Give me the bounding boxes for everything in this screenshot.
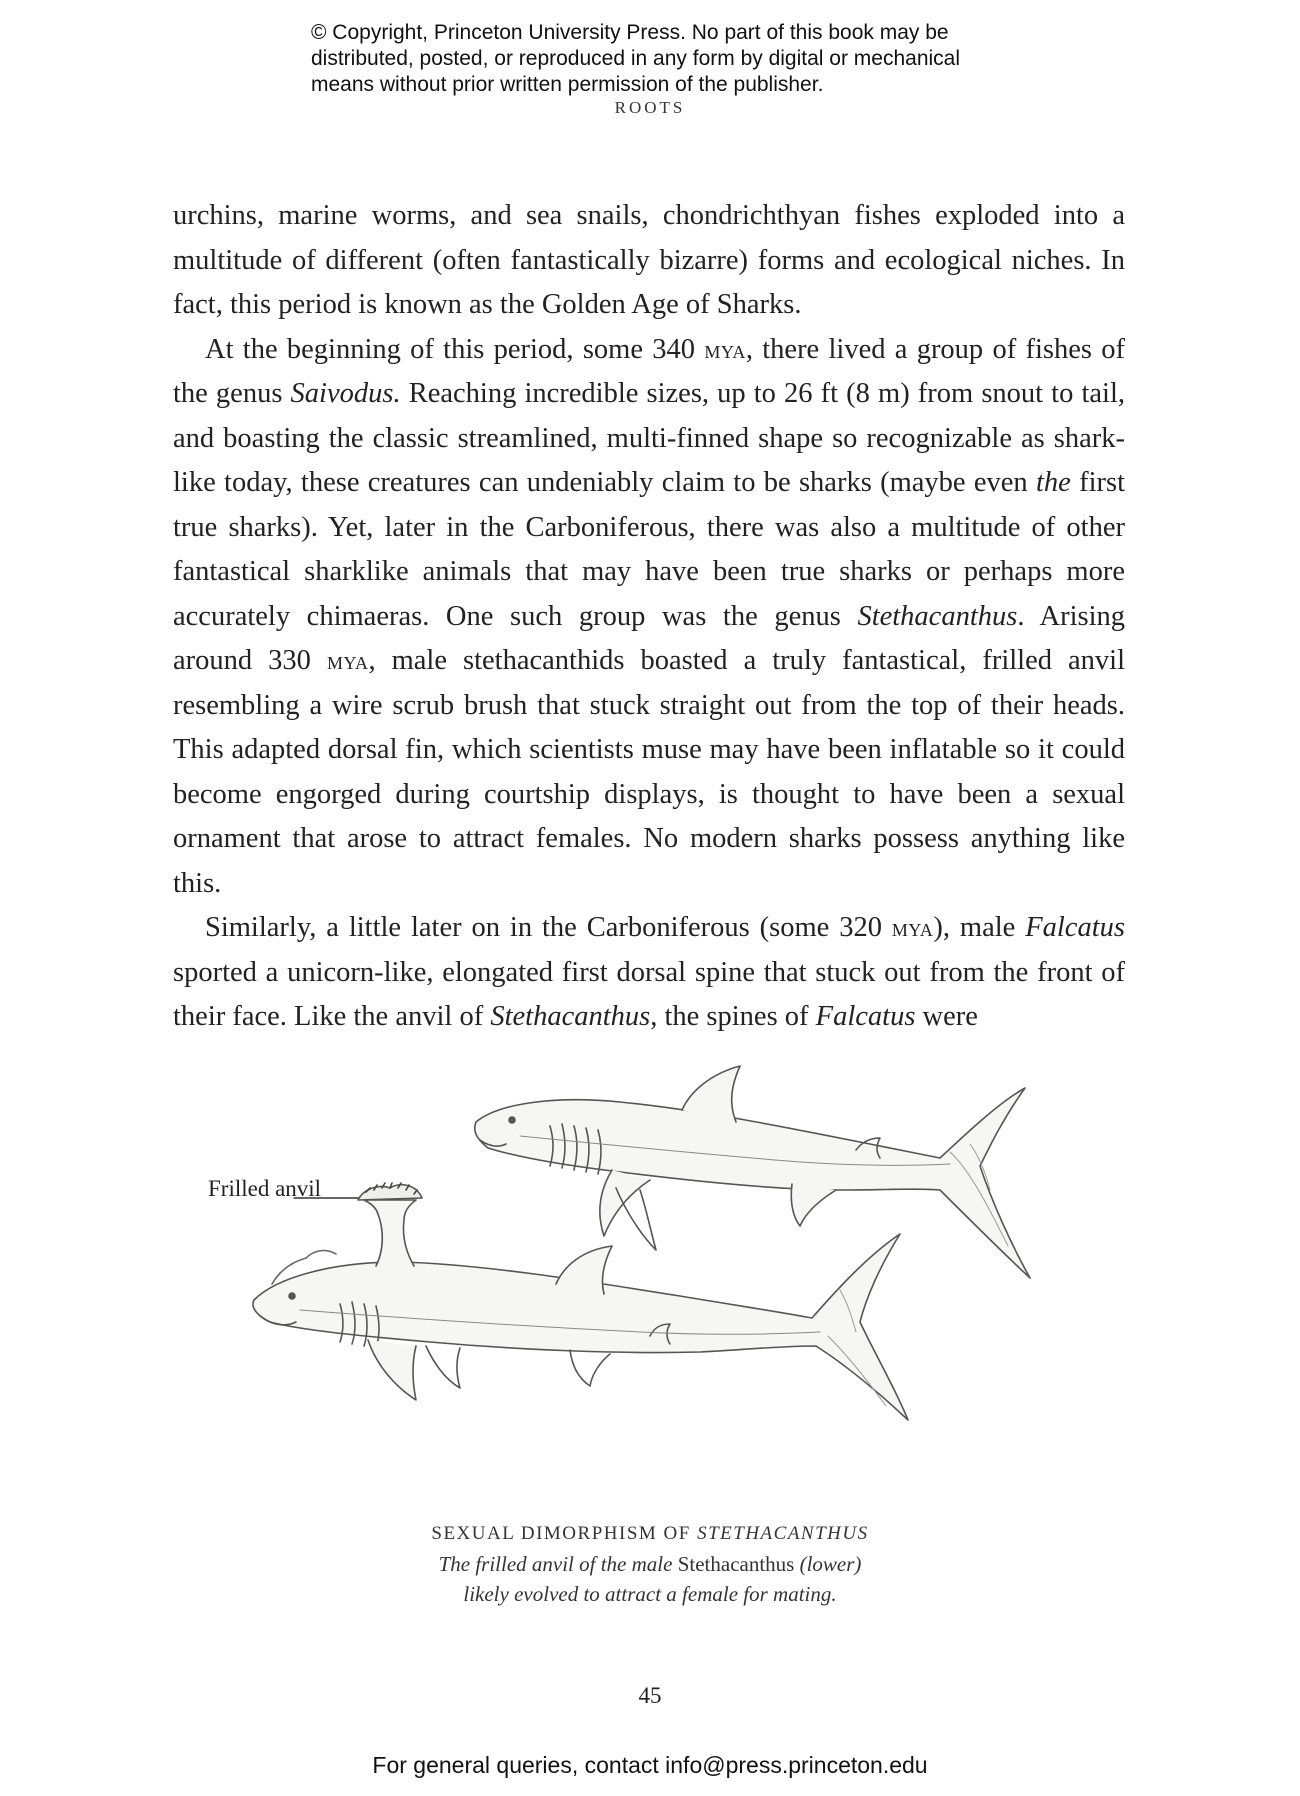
caption-line-2: likely evolved to attract a female for mating. (463, 1582, 837, 1606)
male-shark-drawing (253, 1183, 908, 1420)
paragraph-1: urchins, marine worms, and sea snails, chondrichthyan fishes exploded into a multitude of different (often fantastically bizarre) forms and ecological niches. In fact, this period is known as the Golden Age of Sharks. (173, 200, 1125, 320)
paragraph-2: At the beginning of this period, some 340 mya, there lived a group of fishes of the genus Saivodus. Reaching incredible sizes, up to 26 ft (8 m) from snout to tail, and boasting the classic streamlined, multi-finned shape so recognizable as shark-like today, these creatures can undeniably claim to be sharks (maybe even the first true sharks). Yet, later in the Carboniferous, there was also a multitude of other fantastical sharklike animals that may have been true sharks or perhaps more accurately chimaeras. One such group was the genus Stethacanthus. Arising around 330 mya, male stethacanthids boasted a truly fantastical, frilled anvil resembling a wire scrub brush that stuck straight out from the top of their heads. This adapted dorsal fin, which scientists muse may have been inflatable so it could become engorged during courtship displays, is thought to have been a sexual ornament that arose to attract females. No modern sharks possess anything like this. (173, 333, 1126, 899)
copyright-line: distributed, posted, or reproduced in any form by digital or mechanical (311, 47, 961, 70)
body-text (173, 194, 1125, 1040)
frilled-anvil-label: Frilled anvil (208, 1176, 322, 1201)
copyright-line: © Copyright, Princeton University Press. No part of this book may be (311, 21, 949, 44)
page-number: 45 (638, 1683, 662, 1708)
paragraph-3: Similarly, a little later on in the Carboniferous (some 320 mya), male Falcatus sported a unicorn-like, elongated first dorsal spine that stuck out from the front of their face. Like the anvil of Stethacanthus, the spines of Falcatus were (173, 912, 1125, 1032)
running-head: ROOTS (614, 98, 686, 117)
shark-illustration (180, 1040, 1120, 1500)
copyright-line: means without prior written permission of the publisher. (311, 73, 824, 96)
caption-line-1: The frilled anvil of the male Stethacanthus (lower) (438, 1552, 862, 1576)
figure-caption (0, 1519, 1300, 1609)
copyright-notice (311, 20, 1031, 98)
caption-title: SEXUAL DIMORPHISM OF STETHACANTHUS (431, 1523, 869, 1544)
footer-contact: For general queries, contact info@press.princeton.edu (372, 1752, 928, 1778)
female-shark-drawing (475, 1066, 1030, 1278)
